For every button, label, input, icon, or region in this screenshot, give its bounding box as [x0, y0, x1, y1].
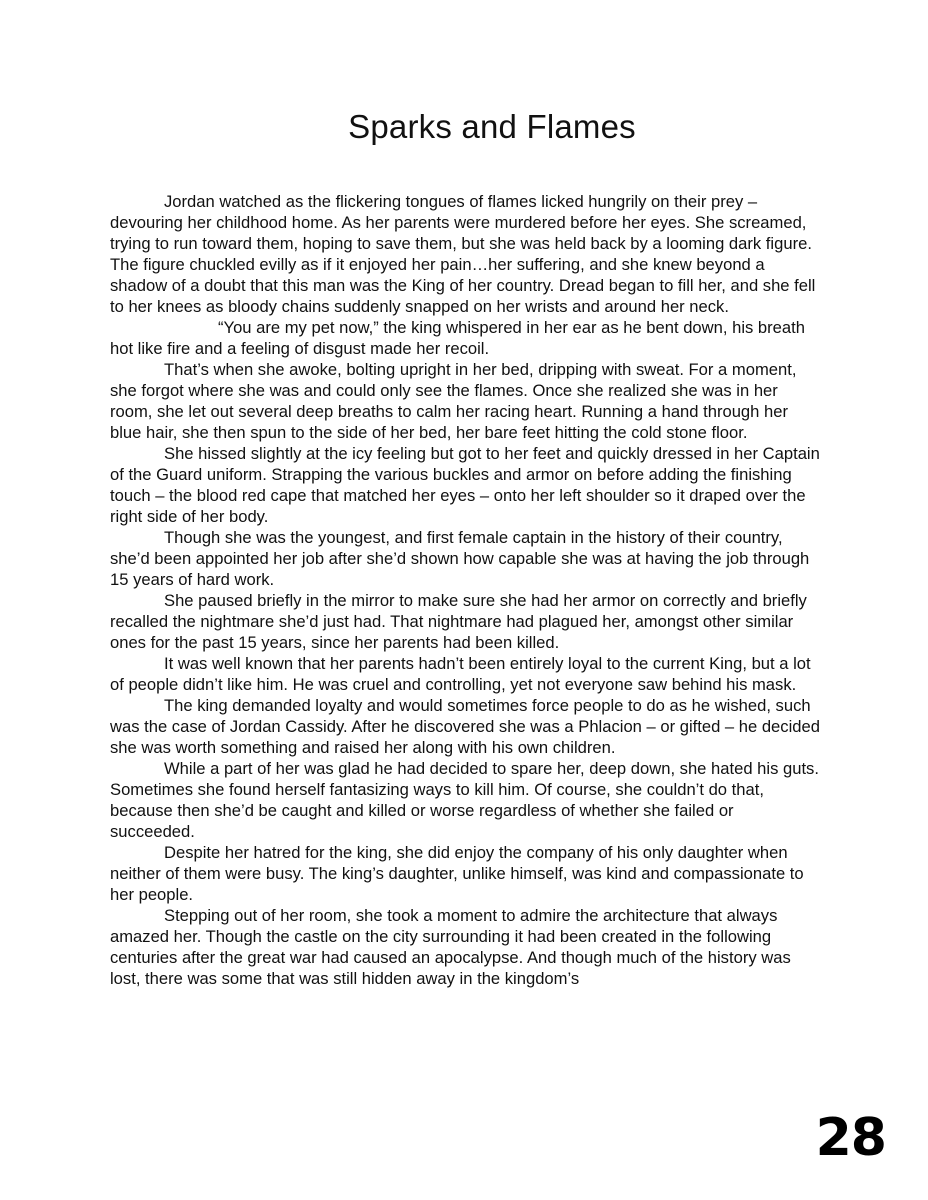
page-number: 28: [815, 1108, 886, 1168]
paragraph: She paused briefly in the mirror to make sure she had her armor on correctly and briefly recalled the nightmare she’d just had. That nightmare had plagued her, amongst other similar ones for the past 15 years, since her parents had been killed.: [110, 591, 807, 652]
paragraph: It was well known that her parents hadn’t been entirely loyal to the current King, but a lot of people didn’t like him. He was cruel and controlling, yet not everyone saw behind his mask.: [110, 654, 811, 694]
paragraph: The king demanded loyalty and would sometimes force people to do as he wished, such was the case of Jordan Cassidy. After he discovered she was a Phlacion – or gifted – he decided she was worth something and raised her along with his own children.: [110, 696, 820, 757]
paragraph: She hissed slightly at the icy feeling but got to her feet and quickly dressed in her Captain of the Guard uniform. Strapping the various buckles and armor on before adding the finishing touch – the blood red cape that matched her eyes – onto her left shoulder so it draped over the right side of her body.: [110, 444, 820, 526]
paragraph: That’s when she awoke, bolting upright in her bed, dripping with sweat. For a moment, she forgot where she was and could only see the flames. Once she realized she was in her room, she let out several deep breaths to calm her racing heart. Running a hand through her blue hair, she then spun to the side of her bed, her bare feet hitting the cold stone floor.: [110, 360, 797, 442]
paragraph: Jordan watched as the flickering tongues of flames licked hungrily on their prey – devouring her childhood home. As her parents were murdered before her eyes. She screamed, trying to run toward them, hoping to save them, but she was held back by a looming dark figure. The figure chuckled evilly as if it enjoyed her pain…her suffering, and she knew beyond a shadow of a doubt that this man was the King of her country. Dread began to fill her, and she fell to her knees as bloody chains suddenly snapped on her wrists and around her neck.: [110, 192, 816, 316]
paragraph: Though she was the youngest, and first female captain in the history of their country, she’d been appointed her job after she’d shown how capable she was at having the job through 15 years of hard work.: [110, 528, 810, 589]
chapter-title: Sparks and Flames: [348, 108, 636, 145]
paragraph: Despite her hatred for the king, she did enjoy the company of his only daughter when neither of them were busy. The king’s daughter, unlike himself, was kind and compassionate to her people.: [110, 843, 804, 904]
paragraph: While a part of her was glad he had decided to spare her, deep down, she hated his guts. Sometimes she found herself fantasizing ways to kill him. Of course, she couldn’t do that, because then she’d be caught and killed or worse regardless of whether she failed or succeeded.: [110, 759, 819, 841]
chapter-body: [110, 191, 822, 989]
paragraph: Stepping out of her room, she took a moment to admire the architecture that always amazed her. Though the castle on the city surrounding it had been created in the following centuries after the great war had caused an apocalypse. And though much of the history was lost, there was some that was still hidden away in the kingdom’s: [110, 906, 791, 988]
paragraph: “You are my pet now,” the king whispered in her ear as he bent down, his breath hot like fire and a feeling of disgust made her recoil.: [110, 318, 805, 358]
